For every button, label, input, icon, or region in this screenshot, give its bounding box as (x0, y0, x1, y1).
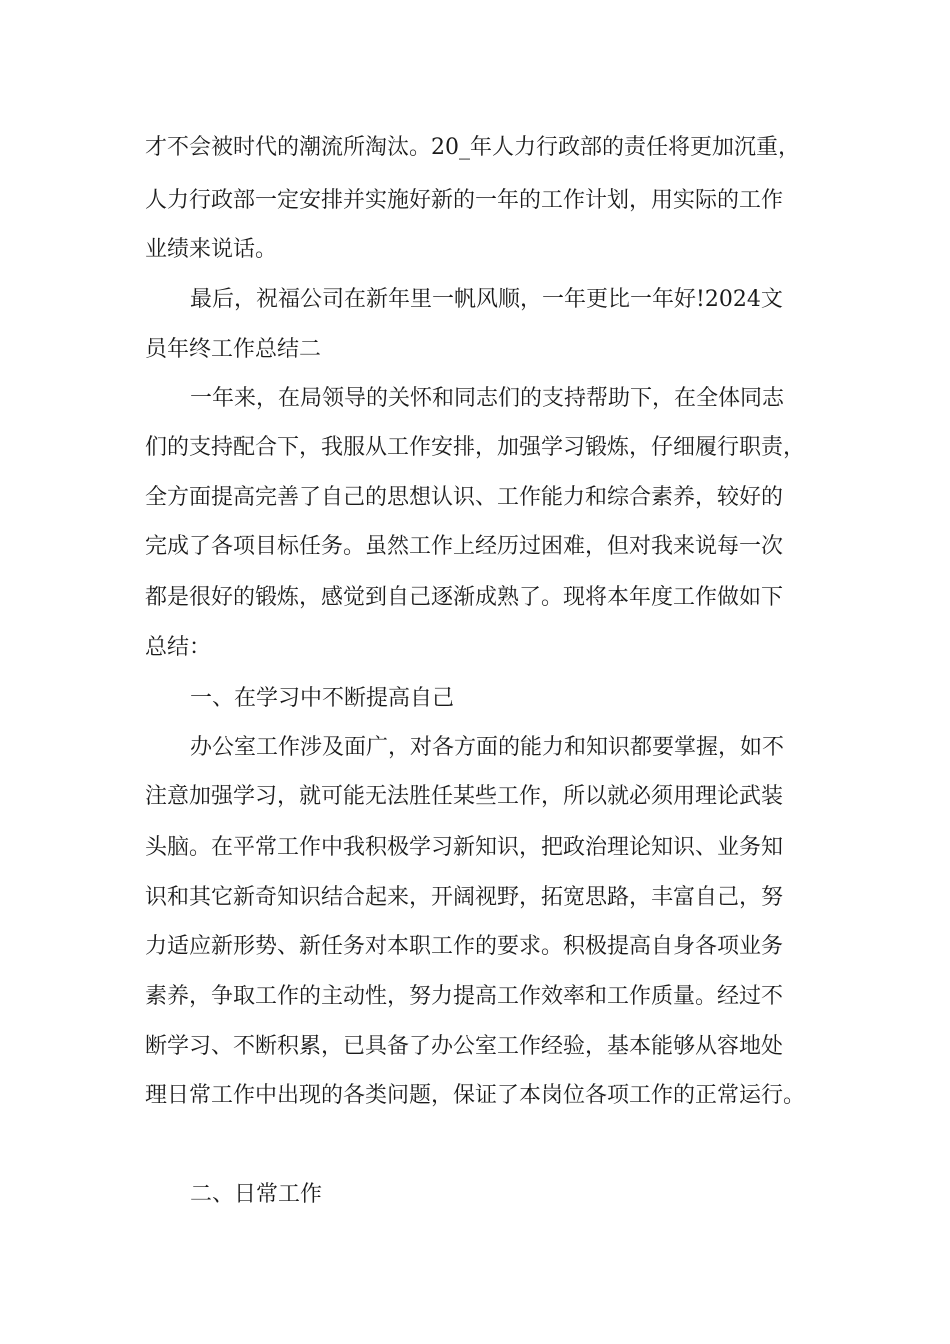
paragraph-line: 办公室工作涉及面广，对各方面的能力和知识都要掌握，如不 (190, 735, 785, 760)
section-heading: 二、日常工作 (190, 1182, 323, 1207)
paragraph-line: 总结： (145, 635, 212, 660)
paragraph-line: 头脑。在平常工作中我积极学习新知识，把政治理论知识、业务知 (145, 835, 784, 860)
paragraph-line: 注意加强学习，就可能无法胜任某些工作，所以就必须用理论武装 (145, 784, 784, 809)
paragraph-line: 完成了各项目标任务。虽然工作上经历过困难，但对我来说每一次 (145, 534, 784, 559)
paragraph-line: 素养，争取工作的主动性，努力提高工作效率和工作质量。经过不 (145, 984, 784, 1009)
paragraph-line: 全方面提高完善了自己的思想认识、工作能力和综合素养，较好的 (145, 485, 784, 510)
paragraph-line: 都是很好的锻炼，感觉到自己逐渐成熟了。现将本年度工作做如下 (145, 585, 784, 610)
paragraph-line: 断学习、不断积累，已具备了办公室工作经验，基本能够从容地处 (145, 1034, 784, 1059)
paragraph-line: 力适应新形势、新任务对本职工作的要求。积极提高自身各项业务 (145, 934, 784, 959)
paragraph-line: 才不会被时代的潮流所淘汰。20_年人力行政部的责任将更加沉重， (145, 135, 800, 160)
paragraph-line: 最后，祝福公司在新年里一帆风顺，一年更比一年好!2024文 (190, 287, 783, 312)
paragraph-line: 们的支持配合下，我服从工作安排，加强学习锻炼，仔细履行职责， (145, 435, 806, 460)
section-title: 员年终工作总结二 (145, 337, 322, 362)
section-heading: 一、在学习中不断提高自己 (190, 686, 455, 711)
paragraph-line: 人力行政部一定安排并实施好新的一年的工作计划，用实际的工作 (145, 188, 784, 213)
paragraph-line: 一年来，在局领导的关怀和同志们的支持帮助下，在全体同志 (190, 386, 785, 411)
paragraph-line: 识和其它新奇知识结合起来，开阔视野，拓宽思路，丰富自己，努 (145, 885, 784, 910)
paragraph-line: 理日常工作中出现的各类问题，保证了本岗位各项工作的正常运行。 (145, 1083, 806, 1108)
paragraph-line: 业绩来说话。 (145, 237, 278, 262)
